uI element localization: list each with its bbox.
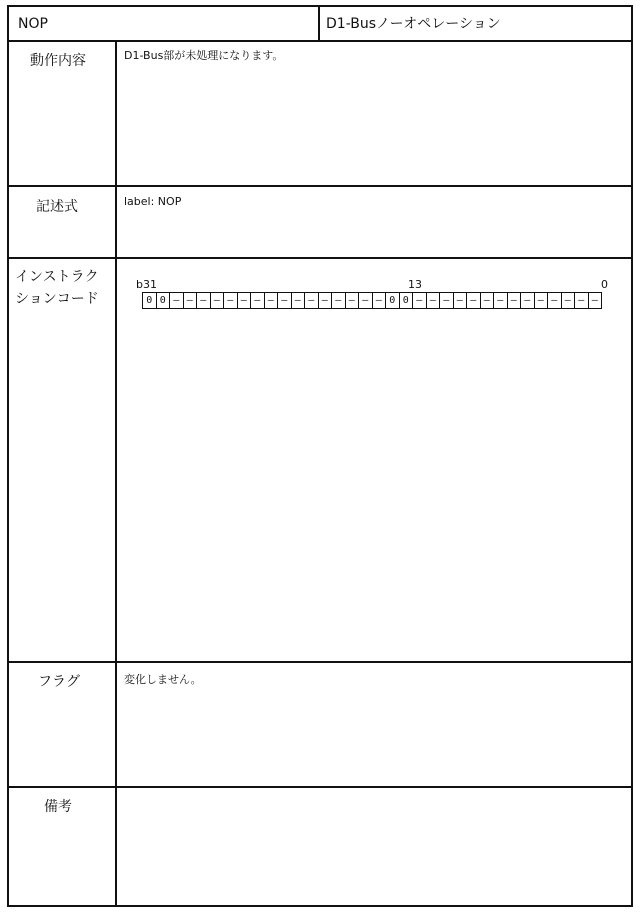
bit-cell: — [358, 292, 373, 309]
label-column-divider [115, 40, 117, 907]
bit-cell: — [223, 292, 238, 309]
operation-label: 動作内容 [30, 53, 86, 69]
bit-cell: — [561, 292, 576, 309]
bit-cell: — [426, 292, 441, 309]
bit-label-high: b31 [136, 278, 157, 291]
bit-cell: 0 [385, 292, 400, 309]
bit-cell: — [318, 292, 333, 309]
operation-content: D1-Bus部が未処理になります。 [124, 49, 284, 62]
bit-cell: — [345, 292, 360, 309]
bit-cell: — [534, 292, 549, 309]
bit-cell: — [250, 292, 265, 309]
bit-cell: — [331, 292, 346, 309]
instruction-code-label-line1: インストラク [15, 269, 99, 285]
bit-cell: 0 [156, 292, 171, 309]
bit-cell: — [196, 292, 211, 309]
bit-cell: — [453, 292, 468, 309]
bit-cell: — [493, 292, 508, 309]
bit-cell: — [507, 292, 522, 309]
bit-cell: — [210, 292, 225, 309]
bit-field-row [142, 292, 601, 309]
bit-cell: — [574, 292, 589, 309]
flags-label: フラグ [38, 674, 80, 690]
bit-cell: — [237, 292, 252, 309]
bit-cell: — [169, 292, 184, 309]
bit-cell: — [291, 292, 306, 309]
instruction-code-label-line2: ションコード [15, 291, 99, 307]
bit-cell: — [277, 292, 292, 309]
header-row [7, 5, 633, 42]
row-divider-syntax [7, 257, 633, 259]
bit-cell: 0 [142, 292, 157, 309]
row-divider-instruction-code [7, 661, 633, 663]
mnemonic: NOP [18, 16, 48, 32]
bit-cell: — [520, 292, 535, 309]
bit-cell: — [439, 292, 454, 309]
flags-content: 変化しません。 [124, 673, 202, 686]
detail-table [7, 40, 633, 907]
row-divider-flags [7, 786, 633, 788]
bit-cell: — [588, 292, 603, 309]
bit-cell: — [304, 292, 319, 309]
bit-cell: — [183, 292, 198, 309]
bit-label-mid: 13 [408, 278, 422, 291]
bit-label-low: 0 [601, 278, 608, 291]
bit-cell: — [480, 292, 495, 309]
bit-cell: — [412, 292, 427, 309]
syntax-content: label: NOP [124, 195, 182, 208]
header-divider [318, 5, 320, 42]
bit-cell: — [372, 292, 387, 309]
syntax-label: 記述式 [36, 199, 78, 215]
remarks-label: 備考 [44, 799, 72, 815]
row-divider-operation [7, 185, 633, 187]
bit-cell: — [264, 292, 279, 309]
instruction-title: D1-Busノーオペレーション [326, 16, 501, 32]
bit-cell: — [466, 292, 481, 309]
bit-cell: 0 [399, 292, 414, 309]
bit-cell: — [547, 292, 562, 309]
